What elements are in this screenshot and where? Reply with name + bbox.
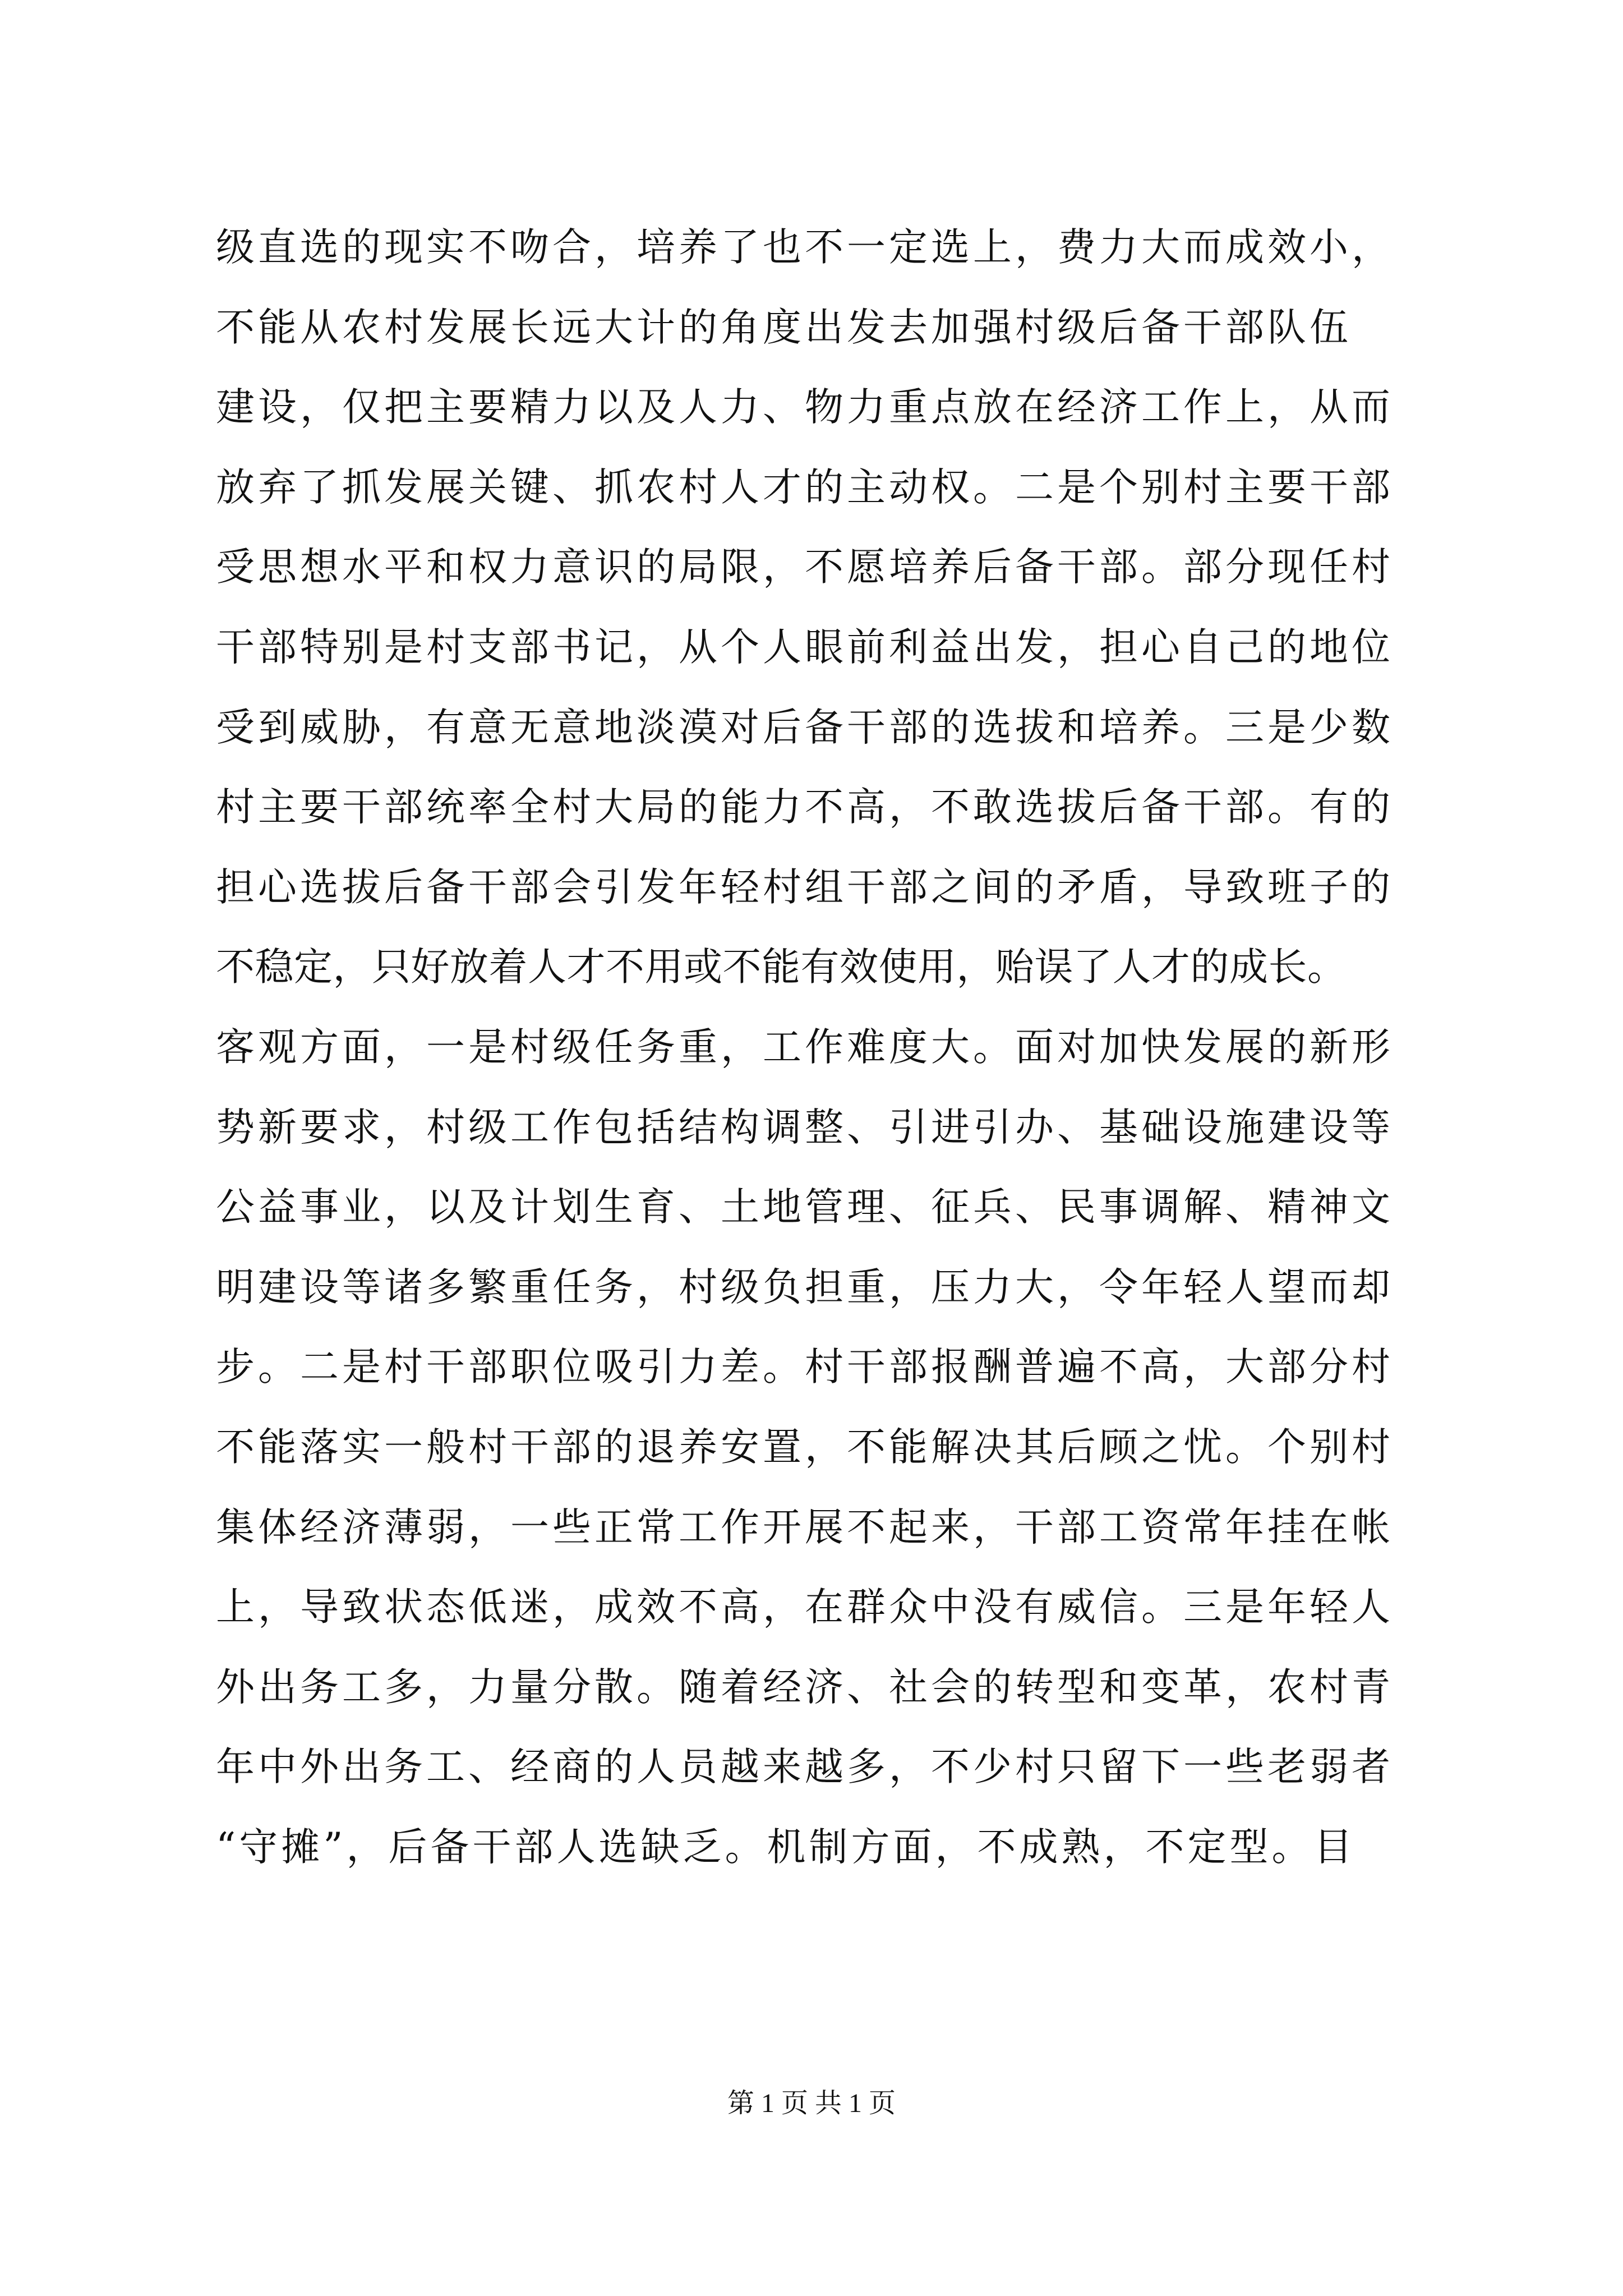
text-line: 步。二是村干部职位吸引力差。村干部报酬普遍不高，大部分村 [216, 1345, 1394, 1390]
text-line: 担心选拔后备干部会引发年轻村组干部之间的矛盾，导致班子的 [216, 864, 1394, 910]
text-line: 势新要求，村级工作包括结构调整、引进引办、基础设施建设等 [216, 1105, 1394, 1150]
text-line: 受思想水平和权力意识的局限，不愿培养后备干部。部分现任村 [216, 545, 1394, 590]
text-line: 受到威胁，有意无意地淡漠对后备干部的选拔和培养。三是少数 [216, 705, 1394, 750]
text-line: 外出务工多，力量分散。随着经济、社会的转型和变革，农村青 [216, 1664, 1394, 1710]
text-line: 干部特别是村支部书记，从个人眼前利益出发，担心自己的地位 [216, 624, 1394, 670]
text-line: 不稳定，只好放着人才不用或不能有效使用，贻误了人才的成长。 [216, 945, 1347, 990]
text-line: 上，导致状态低迷，成效不高，在群众中没有威信。三是年轻人 [216, 1585, 1394, 1630]
text-line: 村主要干部统率全村大局的能力不高，不敢选拔后备干部。有的 [216, 785, 1394, 830]
text-line: 级直选的现实不吻合，培养了也不一定选上，费力大而成效小， [216, 225, 1394, 270]
text-line: 明建设等诸多繁重任务，村级负担重，压力大，令年轻人望而却 [216, 1264, 1394, 1310]
page-number-footer: 第 1 页 共 1 页 [727, 2088, 896, 2118]
text-line: 不能从农村发展长远大计的角度出发去加强村级后备干部队伍 [216, 305, 1352, 350]
text-line: “守摊”，后备干部人选缺乏。机制方面，不成熟，不定型。目 [216, 1824, 1356, 1870]
text-line: 集体经济薄弱，一些正常工作开展不起来，干部工资常年挂在帐 [216, 1504, 1394, 1550]
text-line: 不能落实一般村干部的退养安置，不能解决其后顾之忧。个别村 [216, 1424, 1394, 1470]
text-line: 公益事业，以及计划生育、土地管理、征兵、民事调解、精神文 [216, 1185, 1394, 1230]
text-line: 放弃了抓发展关键、抓农村人才的主动权。二是个别村主要干部 [216, 464, 1394, 510]
text-line: 年中外出务工、经商的人员越来越多，不少村只留下一些老弱者 [216, 1745, 1394, 1790]
text-line: 客观方面，一是村级任务重，工作难度大。面对加快发展的新形 [216, 1024, 1394, 1070]
body-text [216, 208, 1427, 1887]
text-line: 建设，仅把主要精力以及人力、物力重点放在经济工作上，从而 [216, 385, 1394, 430]
